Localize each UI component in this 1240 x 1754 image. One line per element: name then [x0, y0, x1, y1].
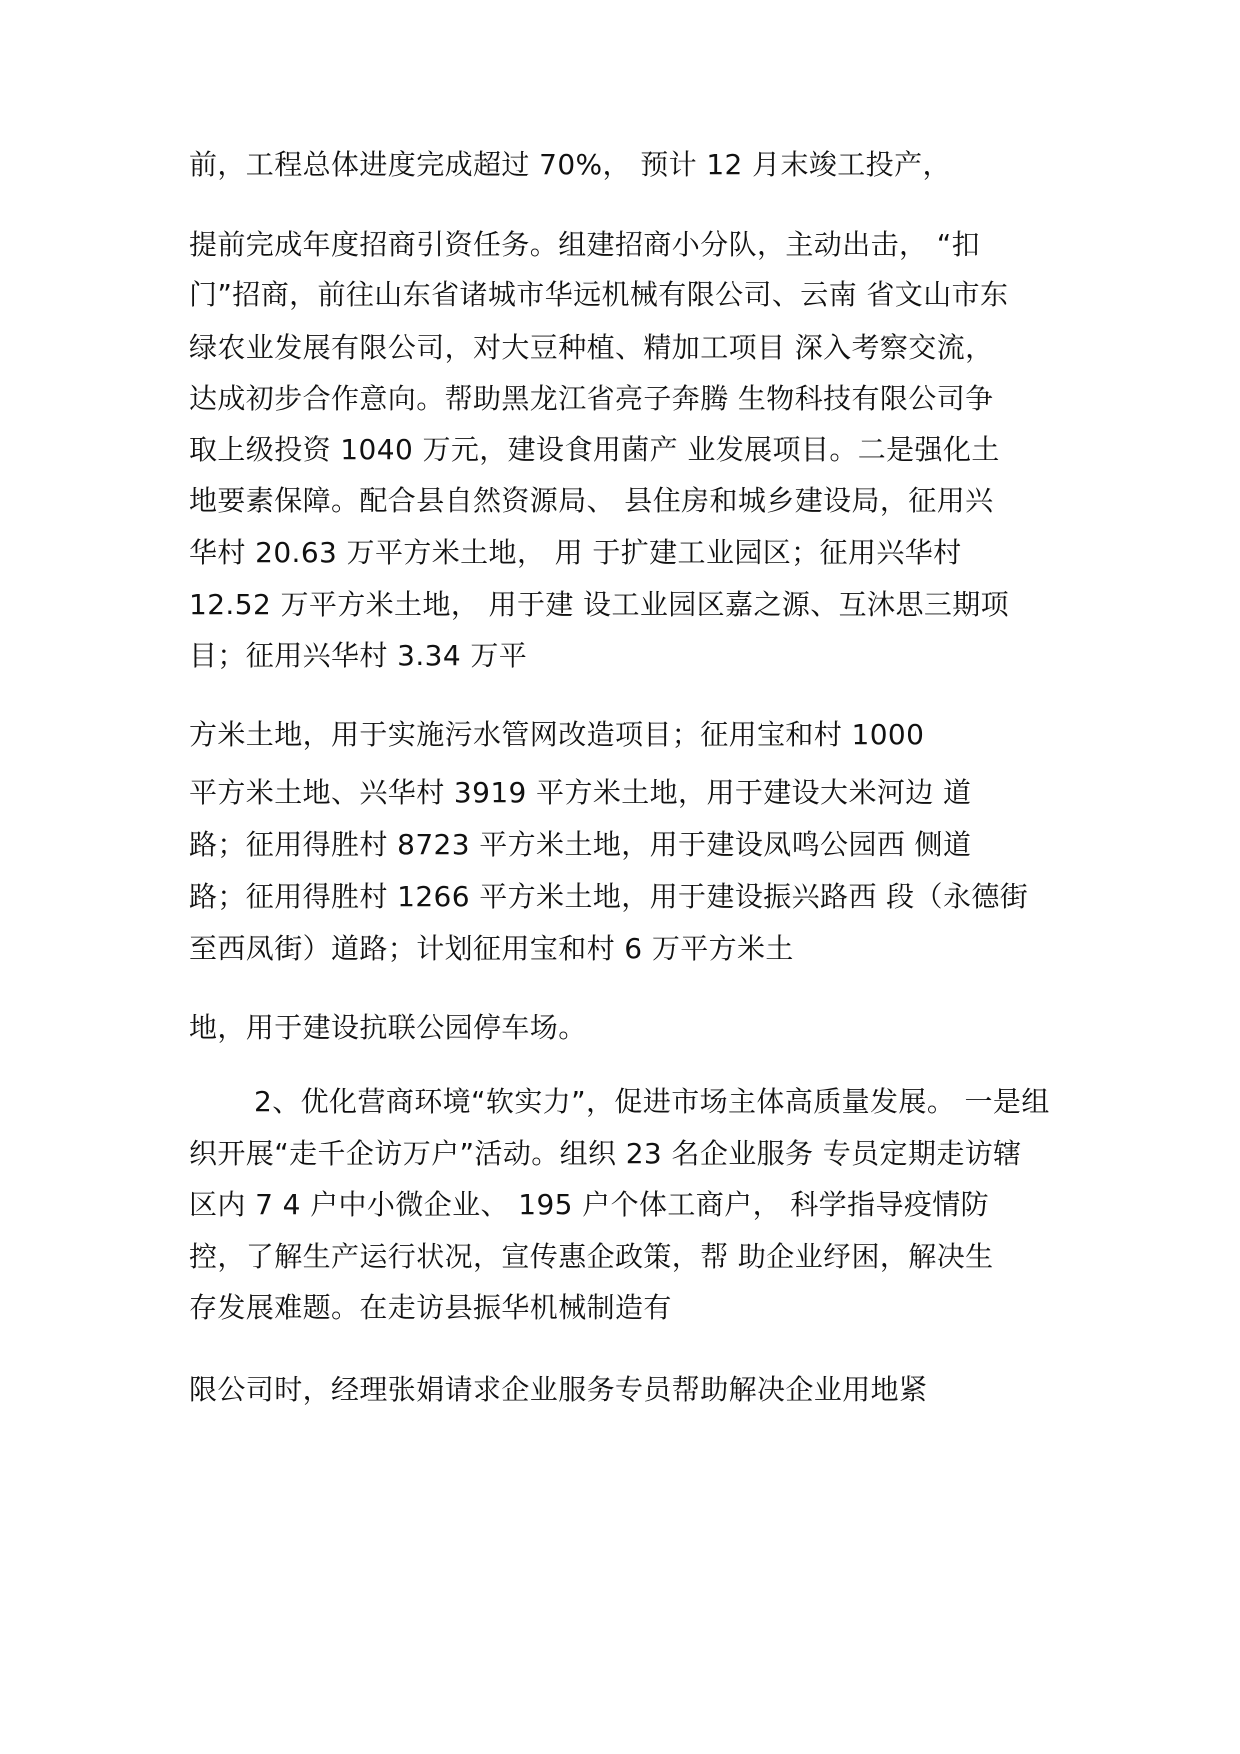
text-line: 取上级投资 1040 万元，建设食用菌产 业发展项目。二是强化土 [189, 433, 1000, 466]
text-line: 区内 7 4 户中小微企业、 195 户个体工商户， 科学指导疫情防 [189, 1188, 990, 1221]
text-line: 华村 20.63 万平方米土地， 用 于扩建工业园区；征用兴华村 [189, 536, 962, 569]
text-line: 限公司时，经理张娟请求企业服务专员帮助解决企业用地紧 [189, 1373, 928, 1406]
text-line: 路；征用得胜村 8723 平方米土地，用于建设凤鸣公园西 侧道 [189, 828, 972, 861]
text-line: 平方米土地、兴华村 3919 平方米土地，用于建设大米河边 道 [189, 776, 972, 809]
text-line: 12.52 万平方米土地， 用于建 设工业园区嘉之源、互沐思三期项 [189, 588, 1010, 621]
text-line: 至西凤街）道路；计划征用宝和村 6 万平方米土 [189, 932, 794, 965]
text-line: 达成初步合作意向。帮助黑龙江省亮子奔腾 生物科技有限公司争 [189, 382, 994, 415]
text-line: 地要素保障。配合县自然资源局、 县住房和城乡建设局，征用兴 [189, 484, 994, 517]
text-line: 地，用于建设抗联公园停车场。 [189, 1011, 587, 1044]
text-line: 门”招商，前往山东省诸城市华远机械有限公司、云南 省文山市东 [189, 278, 1009, 311]
text-line: 绿农业发展有限公司，对大豆种植、精加工项目 深入考察交流， [189, 331, 994, 364]
text-line: 方米土地，用于实施污水管网改造项目；征用宝和村 1000 [189, 718, 925, 751]
text-line: 织开展“走千企访万户”活动。组织 23 名企业服务 专员定期走访辖 [189, 1137, 1022, 1170]
text-line: 控，了解生产运行状况，宣传惠企政策，帮 助企业纾困，解决生 [189, 1240, 994, 1273]
text-line: 目；征用兴华村 3.34 万平 [189, 639, 528, 672]
text-line: 提前完成年度招商引资任务。组建招商小分队，主动出击， “扣 [189, 228, 981, 261]
text-line: 前，工程总体进度完成超过 70%， 预计 12 月末竣工投产， [189, 148, 951, 181]
text-line: 路；征用得胜村 1266 平方米土地，用于建设振兴路西 段（永德街 [189, 880, 1029, 913]
text-line: 2、优化营商环境“软实力”，促进市场主体高质量发展。 一是组 [254, 1085, 1050, 1118]
text-line: 存发展难题。在走访县振华机械制造有 [189, 1291, 672, 1324]
